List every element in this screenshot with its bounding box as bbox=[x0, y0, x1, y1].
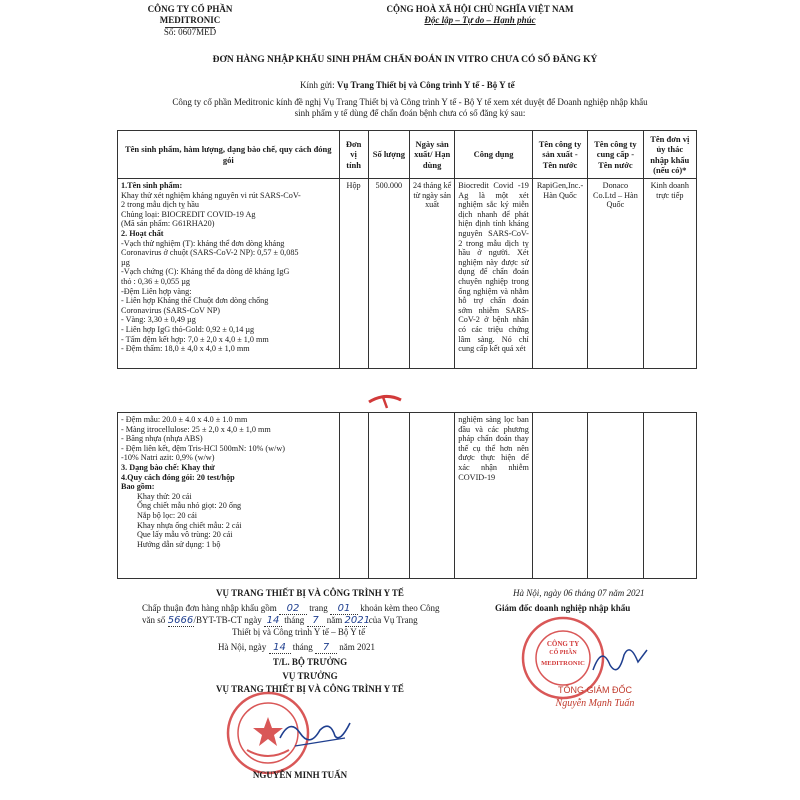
approval-day-handwritten: 14 bbox=[269, 642, 291, 654]
col-header-name: Tên sinh phẩm, hàm lượng, dạng bào chế, quy cách đóng gói bbox=[118, 131, 340, 179]
name-line: Khay nhựa ống chiết mẫu: 2 cái bbox=[137, 520, 242, 530]
cell-use-cont: nghiệm sàng lọc ban đầu và các phương pháp chẩn đoán thay thế cụ thể hơn nên được thực hiện để xác nhận nhiễm COVID-19 bbox=[455, 413, 533, 579]
col-header-use: Công dụng bbox=[455, 131, 533, 179]
name-line: - Liên hợp Kháng thể Chuột đơn dòng chống bbox=[121, 296, 269, 306]
name-line: 3. Dạng bào chế: Khay thử bbox=[121, 462, 215, 472]
name-line: -Đệm Liên hợp vàng: bbox=[121, 286, 192, 296]
col-header-maker: Tên công ty sản xuất - Tên nước bbox=[532, 131, 587, 179]
company-sign-date: Hà Nội, ngày 06 tháng 07 năm 2021 bbox=[513, 588, 645, 598]
col-header-qty: Số lượng bbox=[368, 131, 409, 179]
stamp-type-text: CỔ PHẦN bbox=[549, 650, 577, 656]
approval-pages-handwritten: 02 bbox=[279, 603, 307, 615]
approval-line-2 bbox=[142, 615, 487, 627]
name-line: thỏ : 0,36 ± 0,055 µg bbox=[121, 276, 191, 286]
cell-entrust: Kinh doanh trực tiếp bbox=[643, 179, 696, 369]
company-signer-name: Nguyễn Mạnh Tuấn bbox=[555, 698, 635, 709]
approval-line-1 bbox=[142, 603, 482, 615]
approval-text: tháng bbox=[284, 615, 305, 625]
cell-maker: RapiGen,Inc.- Hàn Quốc bbox=[532, 179, 587, 369]
name-line: - Liên hợp IgG thỏ-Gold: 0,92 ± 0,14 µg bbox=[121, 324, 255, 334]
page-break-mark bbox=[365, 390, 405, 410]
cell-empty bbox=[368, 413, 409, 579]
approval-text: của Vụ Trang bbox=[368, 615, 418, 625]
product-table-page2 bbox=[117, 412, 697, 579]
name-line: - Tấm đệm kết hợp: 7,0 ± 2,0 x 4,0 ± 1,0 mm bbox=[121, 334, 269, 344]
col-header-date: Ngày sản xuất/ Hạn dùng bbox=[409, 131, 454, 179]
republic-title: CỘNG HOÀ XÃ HỘI CHỦ NGHĨA VIỆT NAM bbox=[386, 4, 574, 14]
name-line: - Đệm mẫu: 20.0 ± 4.0 x 4.0 ± 1.0 mm bbox=[121, 415, 248, 424]
name-line: Khay thử: 20 cái bbox=[137, 491, 192, 501]
approval-text: Chấp thuận đơn hàng nhập khẩu gồm bbox=[142, 603, 277, 613]
approval-line-3: Thiết bị và Công trình Y tế – Bộ Y tế bbox=[232, 627, 366, 637]
cell-empty bbox=[532, 413, 587, 579]
approval-text: trang bbox=[309, 603, 328, 613]
stamp-name-text: MEDITRONIC bbox=[541, 660, 585, 667]
cell-empty bbox=[339, 413, 368, 579]
name-line: - Đệm liên kết, đệm Tris-HCl 500mN: 10% (w/w) bbox=[121, 443, 285, 453]
company-signature-icon bbox=[590, 640, 650, 680]
greeting-label: Kính gửi: bbox=[300, 80, 335, 90]
name-line: 2. Hoạt chất bbox=[121, 228, 164, 238]
director-signer-name: NGUYỄN MINH TUẤN bbox=[252, 770, 348, 780]
name-line: - Vàng: 3,30 ± 0,49 µg bbox=[121, 315, 196, 325]
name-line: Chủng loại: BIOCREDIT COVID-19 Ag bbox=[121, 209, 256, 219]
company-sign-title: TỔNG GIÁM ĐỐC bbox=[558, 685, 632, 695]
company-name-line2: MEDITRONIC bbox=[159, 15, 221, 25]
approval-text: khoản kèm theo Công bbox=[360, 603, 440, 613]
name-line: Ống chiết mẫu nhỏ giọt: 20 ống bbox=[137, 501, 242, 511]
col-header-supplier: Tên công ty cung cấp - Tên nước bbox=[588, 131, 643, 179]
cell-empty bbox=[409, 413, 454, 579]
company-name-line1: CÔNG TY CỔ PHẦN bbox=[147, 4, 233, 14]
name-line: - Màng itrocellulose: 25 ± 2,0 x 4,0 ± 1,0 mm bbox=[121, 424, 271, 434]
approval-date bbox=[218, 642, 418, 654]
name-line: Que lấy mẫu vô trùng: 20 cái bbox=[137, 530, 233, 540]
cell-unit: Hộp bbox=[339, 179, 368, 369]
cell-use: Biocredit Covid -19 Ag là một xét nghiệm sắc ký miễn dịch nhanh để phát hiện định tính kháng nguyên SARS-CoV-2 trong mẫu dịch tỵ hầu ở người. Xét nghiệm này được sử dụng để chẩn đoán chuyên nghiệp trong ống nghiệm và nhằm hỗ trợ chẩn đoán sớm nhiễm SARS-CoV-2 ở bệnh nhân có các triệu chứng lâm sàng. Nó chỉ cung cấp kết quả xét bbox=[455, 179, 533, 369]
cell-empty bbox=[588, 413, 643, 579]
name-line: Hướng dẫn sử dụng: 1 bộ bbox=[137, 539, 221, 549]
approval-text: năm 2021 bbox=[339, 642, 375, 652]
approval-text: văn số bbox=[142, 615, 166, 625]
name-line: 2 trong mẫu dịch tỵ hầu bbox=[121, 200, 199, 210]
name-line: Khay thử xét nghiệm kháng nguyên vi rút SARS-CoV- bbox=[121, 190, 301, 200]
dispatch-day-handwritten: 14 bbox=[264, 615, 282, 627]
approval-text: tháng bbox=[292, 642, 313, 652]
name-line: Coronavirus (SARS-CoV NP) bbox=[121, 305, 221, 315]
director-dept: VỤ TRANG THIẾT BỊ VÀ CÔNG TRÌNH Y TẾ bbox=[216, 684, 404, 694]
name-line: 4.Quy cách đóng gói: 20 test/hộp bbox=[121, 472, 235, 482]
name-line: 1.Tên sinh phẩm: bbox=[121, 181, 183, 190]
cell-qty: 500.000 bbox=[368, 179, 409, 369]
greeting-recipient: Vụ Trang Thiết bị và Công trình Y tế - Bộ Y tế bbox=[336, 80, 515, 90]
signature-icon bbox=[275, 708, 355, 753]
name-line: Bao gồm: bbox=[121, 482, 155, 492]
tl-minister: T/L. BỘ TRƯỞNG bbox=[272, 657, 348, 667]
name-line: (Mã sản phẩm: G61RHA20) bbox=[121, 219, 215, 229]
intro-line-1: Công ty cổ phần Meditronic kính đề nghị Vụ Trang Thiết bị và Công trình Y tế - Bộ Y tế xem xét duyệt để Doanh nghiệp nhập khẩu bbox=[172, 97, 648, 107]
name-line: -Vạch chứng (C): Kháng thể đa dòng dê kháng IgG bbox=[121, 267, 290, 277]
intro-line-2: sinh phẩm y tế dùng để chẩn đoán bệnh chưa có số đăng ký sau: bbox=[294, 108, 526, 118]
name-line: µg bbox=[121, 257, 130, 267]
approval-sheet-handwritten: 01 bbox=[330, 603, 358, 615]
col-header-unit: Đơn vị tính bbox=[339, 131, 368, 179]
cell-date: 24 tháng kể từ ngày sản xuất bbox=[409, 179, 454, 369]
approval-month-handwritten: 7 bbox=[315, 642, 337, 654]
cell-supplier: Donaco Co.Ltd – Hàn Quốc bbox=[588, 179, 643, 369]
name-line: Nắp bộ lọc: 20 cái bbox=[137, 510, 198, 520]
name-line: -10% Natri azit: 0,9% (w/w) bbox=[121, 453, 215, 463]
cell-empty bbox=[643, 413, 696, 579]
approval-text: năm bbox=[326, 615, 343, 625]
approval-text: /BYT-TB-CT ngày bbox=[193, 615, 262, 625]
page-title: ĐƠN HÀNG NHẬP KHẨU SINH PHẨM CHẨN ĐOÁN IN VITRO CHƯA CÓ SỐ ĐĂNG KÝ bbox=[212, 55, 598, 65]
product-table-page1 bbox=[117, 130, 697, 369]
dispatch-month-handwritten: 7 bbox=[307, 615, 325, 627]
name-line: -Vạch thử nghiệm (T): kháng thể đơn dòng kháng bbox=[121, 238, 285, 248]
national-motto: Độc lập – Tự do – Hạnh phúc bbox=[424, 15, 536, 25]
col-header-entrust: Tên đơn vị ủy thác nhập khẩu (nếu có)* bbox=[643, 131, 696, 179]
name-line: - Đệm thấm: 18,0 ± 4,0 x 4,0 ± 1,0 mm bbox=[121, 344, 250, 354]
stamp-company-text: CÔNG TY bbox=[546, 640, 580, 648]
approval-text: Hà Nội, ngày bbox=[218, 642, 267, 652]
approval-dept-title: VỤ TRANG THIẾT BỊ VÀ CÔNG TRÌNH Y TẾ bbox=[216, 588, 404, 598]
dispatch-number-handwritten: 5666 bbox=[167, 615, 194, 626]
director-title: VỤ TRƯỞNG bbox=[282, 671, 338, 681]
cell-product-name-cont bbox=[118, 413, 340, 579]
name-line: Coronavirus ở chuột (SARS-CoV-2 NP): 0,57 ± 0,085 bbox=[121, 248, 299, 258]
document-number: Số: 0607MED bbox=[163, 27, 217, 37]
dispatch-year-handwritten: 2021 bbox=[344, 615, 370, 626]
name-line: - Băng nhựa (nhựa ABS) bbox=[121, 434, 203, 444]
company-sign-role: Giám đốc doanh nghiệp nhập khẩu bbox=[495, 603, 631, 613]
cell-product-name bbox=[118, 179, 340, 369]
greeting bbox=[300, 80, 720, 91]
